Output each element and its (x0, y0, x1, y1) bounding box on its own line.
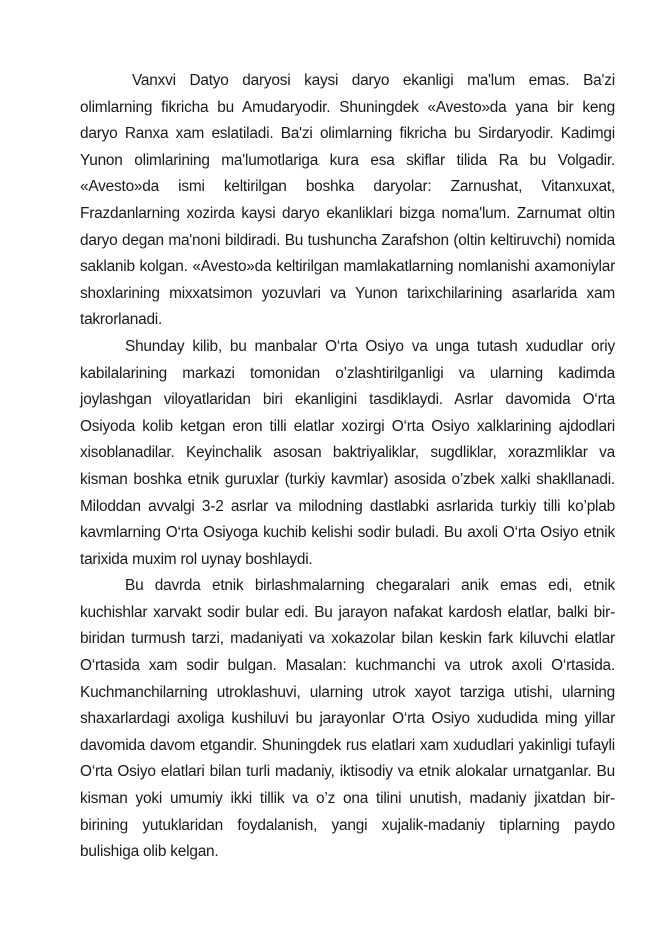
paragraph-3: Bu davrda etnik birlashmalarning chegaralari anik emas edi, etnik kuchishlar xarvakt sodir bular edi. Bu jarayon nafakat kardosh elatlar, balki bir-biridan turmush tarzi, madaniyati va xokazolar bilan keskin fark kiluvchi elatlar O‘rtasida xam sodir bulgan. Masalan: kuchmanchi va utrok axoli O‘rtasida. Kuchmanchilarning utroklashuvi, ularning utrok xayot tarziga utishi, ularning shaxarlardagi axoliga kushiluvi bu jarayonlar O‘rta Osiyo xududida ming yillar davomida davom etgandir. Shuningdek rus elatlari xam xududlari yakinligi tufayli O‘rta Osiyo elatlari bilan turli madaniy, iktisodiy va etnik alokalar urnatganlar. Bu kisman yoki umumiy ikki tillik va o’z ona tilini unutish, madaniy jixatdan bir-birining yutuklaridan foydalanish, yangi xujalik-madaniy tiplarning paydo bulishiga olib kelgan. (80, 577, 615, 861)
paragraph-1: Vanxvi Datyo daryosi kaysi daryo ekanligi ma'lum emas. Ba'zi olimlarning fikricha bu Amudaryodir. Shuningdek «Avesto»da yana bir keng daryo Ranxa xam eslatiladi. Ba'zi olimlarning fikricha bu Sirdaryodir. Kadimgi Yunon olimlarining ma'lumotlariga kura esa skiflar tilida Ra bu Volgadir. «Avesto»da ismi keltirilgan boshka daryolar: Zarnushat, Vitanxuxat, Frazdanlarning xozirda kaysi daryo ekanliklari bizga noma'lum. Zarnumat oltin daryo degan ma'noni bildiradi. Bu tushuncha Zarafshon (oltin keltiruvchi) nomida saklanib kolgan. «Avesto»da keltirilgan mamlakatlarning nomlanishi axamoniylar shoxlarining mixxatsimon yozuvlari va Yunon tarixchilarining asarlarida xam takrorlanadi. (80, 72, 615, 329)
document-body (80, 68, 615, 866)
paragraph-2: Shunday kilib, bu manbalar O‘rta Osiyo va unga tutash xududlar oriy kabilalarining markazi tomonidan o’zlashtirilganligi va ularning kadimda joylashgan viloyatlaridan biri ekanligini tasdiklaydi. Asrlar davomida O‘rta Osiyoda kolib ketgan eron tilli elatlar xozirgi O‘rta Osiyo xalklarining ajdodlari xisoblanadilar. Keyinchalik asosan baktriyaliklar, sugdliklar, xorazmliklar va kisman boshka etnik guruxlar (turkiy kavmlar) asosida o’zbek xalki shakllanadi. Miloddan avvalgi 3-2 asrlar va milodning dastlabki asrlarida turkiy tilli ko’plab kavmlarning O‘rta Osiyoga kuchib kelishi sodir buladi. Bu axoli O‘rta Osiyo etnik tarixida muxim rol uynay boshlaydi. (80, 337, 615, 568)
